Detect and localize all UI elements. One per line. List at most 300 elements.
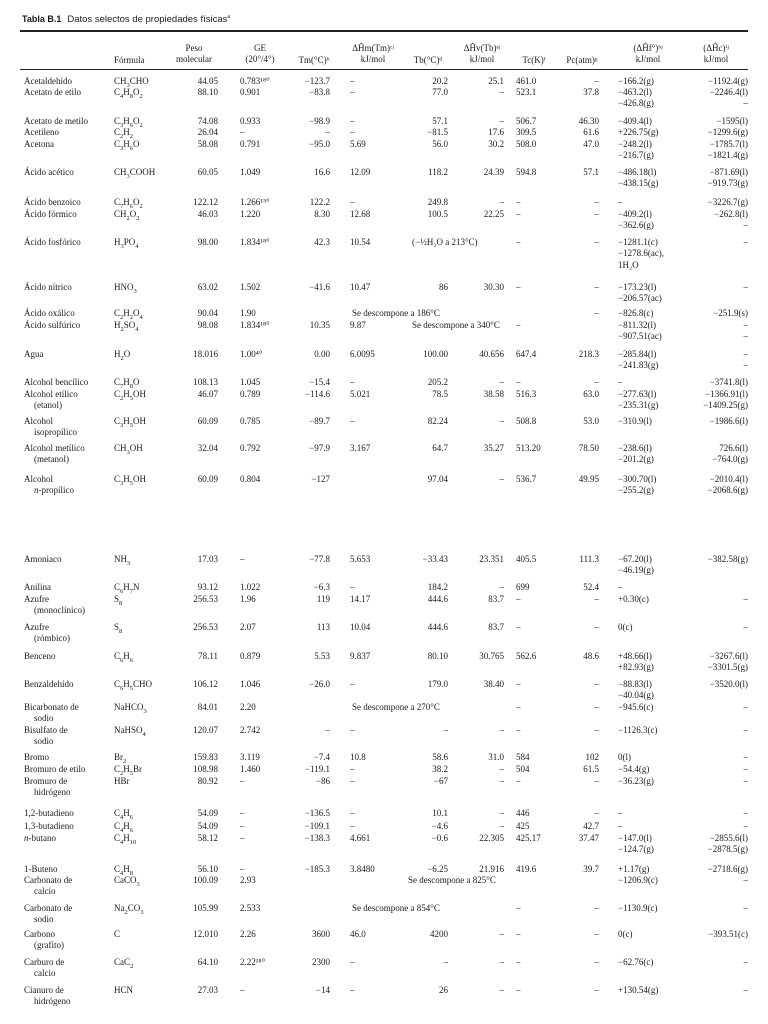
cell-tb: 38.2 <box>432 764 448 774</box>
cell-line: −46.19(g) <box>618 565 654 576</box>
cell-mw: 56.10 <box>197 864 218 874</box>
cell-tb: 58.6 <box>432 752 448 762</box>
cell-tc: – <box>516 282 521 292</box>
cell-tc: 584 <box>516 752 530 762</box>
cell-pc: – <box>594 725 599 735</box>
cell-sg: 2.07 <box>240 622 256 632</box>
cell-hc <box>676 985 748 996</box>
cell-tm: 122.2 <box>309 197 330 207</box>
cell-sg: 3.119 <box>240 752 260 762</box>
cell-line: Ácido oxálico <box>24 308 75 318</box>
cell-line: Ácido fórmico <box>24 209 77 219</box>
cell-line: Acetato de metilo <box>24 116 88 126</box>
cell-line: (grafito) <box>34 940 64 951</box>
cell-mw: 18.016 <box>193 349 218 359</box>
cell-tm: −185.3 <box>304 864 330 874</box>
cell-mw: 32.04 <box>197 443 218 453</box>
cell-hm: 46.0 <box>350 929 366 939</box>
cell-sg: 1.266¹⁵° <box>240 197 270 207</box>
cell-line: −463.2(l) <box>618 87 652 97</box>
cell-pc: 46.30 <box>578 116 599 126</box>
cell-line: Carburo de <box>24 957 65 967</box>
cell-tc: 562.6 <box>516 651 537 661</box>
cell-tb: −6.25 <box>427 864 448 874</box>
cell-line: Ácido nítrico <box>24 282 72 292</box>
cell-line: −3301.5(g) <box>707 662 748 673</box>
cell-formula: CaCO$_3$ <box>114 875 140 888</box>
cell-hc <box>676 594 748 605</box>
header-pc: Pc(atm)ᵍ <box>566 55 598 65</box>
cell-line: −1206.9(c) <box>618 875 658 885</box>
cell-formula: $C_2H_2O_4$ <box>114 308 143 321</box>
cell-line: −811.32(l) <box>618 320 656 330</box>
cell-hc <box>676 87 748 110</box>
cell-line: Benzaldehído <box>24 679 74 689</box>
cell-hc <box>676 197 748 208</box>
cell-hc <box>676 416 748 427</box>
cell-line: −201.2(g) <box>618 454 654 465</box>
cell-hc <box>676 808 748 819</box>
cell-pc: 57.1 <box>583 167 599 177</box>
cell-line: −3741.8(l) <box>709 377 748 387</box>
cell-compound <box>24 864 110 875</box>
cell-line: Bicarbonato de <box>24 702 79 712</box>
cell-line: −67.20(l) <box>618 554 652 564</box>
cell-hc <box>676 764 748 775</box>
cell-pc: – <box>594 929 599 939</box>
cell-hm: – <box>350 808 355 818</box>
cell-hm: – <box>350 87 355 97</box>
cell-hc <box>676 474 748 497</box>
cell-line: – <box>743 220 748 231</box>
cell-line: – <box>618 821 623 831</box>
cell-hc <box>676 377 748 388</box>
cell-hc <box>676 821 748 832</box>
cell-tb: 205.2 <box>427 377 448 387</box>
cell-line: −238.6(l) <box>618 443 652 453</box>
cell-tm: −41.6 <box>309 282 330 292</box>
header-formula: Fórmula <box>114 55 145 65</box>
cell-tm: −138.3 <box>304 833 330 843</box>
cell-hv: – <box>499 116 504 126</box>
cell-hm: – <box>350 764 355 774</box>
cell-tb: 4200 <box>430 929 448 939</box>
cell-hm: – <box>350 416 355 426</box>
cell-formula: $S_8$ <box>114 622 123 635</box>
cell-sg: 1.045 <box>240 377 261 387</box>
header-peso: Peso molecular <box>176 43 212 64</box>
table-title: Datos selectos de propiedades físicas <box>67 14 228 25</box>
cell-line: 1H₂O <box>618 259 639 270</box>
cell-hm: 3.167 <box>350 443 371 453</box>
cell-hc <box>676 237 748 248</box>
header-hv: ΔĤv(Tb)ᵉʲ kJ/mol <box>463 43 501 64</box>
cell-hc <box>676 651 748 674</box>
cell-tc: 647.4 <box>516 349 537 359</box>
cell-tb: 77.0 <box>432 87 448 97</box>
cell-hc <box>676 139 748 162</box>
cell-sg: 2.22¹⁸° <box>240 957 266 967</box>
cell-hm: 6.0095 <box>350 349 375 359</box>
cell-tm: 0.00 <box>314 349 330 359</box>
cell-compound <box>24 985 110 1008</box>
cell-tm: −114.6 <box>305 389 330 399</box>
cell-hm: – <box>350 776 355 786</box>
cell-tm: −123.7 <box>304 76 330 86</box>
cell-hm: – <box>350 377 355 387</box>
cell-mw: 26.04 <box>197 127 218 137</box>
cell-tm: −109.1 <box>304 821 330 831</box>
cell-hc <box>676 443 748 466</box>
cell-hv: – <box>499 929 504 939</box>
cell-hv: – <box>499 808 504 818</box>
cell-hv: 24.39 <box>483 167 504 177</box>
cell-tc: – <box>516 929 521 939</box>
cell-tc: – <box>516 725 521 735</box>
cell-line: Bromo <box>24 752 50 762</box>
cell-hc <box>676 929 748 940</box>
cell-mw: 120.07 <box>193 725 218 735</box>
cell-tc: – <box>516 594 521 604</box>
cell-sg: 0.785 <box>240 416 261 426</box>
cell-line: −409.2(l) <box>618 209 652 219</box>
cell-sg: – <box>240 833 245 843</box>
cell-hm: 10.04 <box>350 622 371 632</box>
cell-tb: 249.8 <box>427 197 448 207</box>
cell-compound <box>24 237 110 248</box>
cell-hm: – <box>350 985 355 995</box>
cell-tm: −15.4 <box>309 377 330 387</box>
cell-compound <box>24 209 110 220</box>
cell-compound <box>24 702 110 725</box>
cell-line: −1126.3(c) <box>618 725 658 735</box>
cell-tb: 82.24 <box>427 416 448 426</box>
cell-line: −382.58(g) <box>707 554 748 564</box>
cell-pc: – <box>594 209 599 219</box>
cell-hm: 5.021 <box>350 389 371 399</box>
cell-pc: 52.4 <box>583 582 599 592</box>
cell-line: – <box>743 776 748 786</box>
cell-line: −3226.7(g) <box>707 197 748 207</box>
cell-formula: $C_2H_5Br$ <box>114 764 143 777</box>
cell-hc <box>676 776 748 787</box>
decomposition-note: Se descompone a 270°C <box>352 702 440 712</box>
cell-pc: 48.6 <box>583 651 599 661</box>
cell-formula: C <box>114 929 121 939</box>
cell-hc <box>676 554 748 565</box>
cell-hm: 12.68 <box>350 209 371 219</box>
cell-pc: – <box>594 776 599 786</box>
cell-compound <box>24 679 110 690</box>
cell-formula: $C_7H_8O$ <box>114 377 140 390</box>
cell-line: −871.69(l) <box>709 167 748 177</box>
cell-line: −166.2(g) <box>618 76 654 86</box>
cell-tc: – <box>516 320 521 330</box>
cell-line: −1281.1(c) <box>618 237 658 247</box>
cell-formula: $C_2H_2$ <box>114 127 134 140</box>
cell-line: −486.18(l) <box>618 167 657 177</box>
cell-hm: – <box>350 725 355 735</box>
cell-line: – <box>743 622 748 632</box>
cell-line: – <box>743 594 748 604</box>
cell-tb: 80.10 <box>427 651 448 661</box>
cell-tc: 513.20 <box>516 443 541 453</box>
cell-compound <box>24 167 110 178</box>
cell-tc: 699 <box>516 582 530 592</box>
cell-tc: – <box>516 702 521 712</box>
cell-mw: 98.08 <box>197 320 218 330</box>
cell-tb: −0.6 <box>431 833 448 843</box>
cell-line: −310.9(l) <box>618 416 652 426</box>
table-caption <box>22 14 230 25</box>
cell-tb: 444.6 <box>427 622 448 632</box>
cell-hc <box>676 76 748 87</box>
cell-formula: $S_8$ <box>114 594 123 607</box>
cell-line: Cianuro de <box>24 985 64 995</box>
cell-hc <box>676 308 748 319</box>
cell-sg: 0.783¹⁸° <box>240 76 270 86</box>
cell-sg: 0.879 <box>240 651 261 661</box>
cell-mw: 60.05 <box>197 167 218 177</box>
cell-mw: 159.83 <box>193 752 218 762</box>
cell-mw: 46.03 <box>197 209 218 219</box>
cell-mw: 90.04 <box>197 308 218 318</box>
cell-line: −241.83(g) <box>618 360 659 371</box>
cell-compound <box>24 594 110 617</box>
cell-pc: 53.0 <box>583 416 599 426</box>
cell-tc: 523.1 <box>516 87 537 97</box>
cell-compound <box>24 116 110 127</box>
cell-formula: $C_4H_{10}$ <box>114 833 137 846</box>
cell-mw: 256.53 <box>193 622 218 632</box>
cell-line: Acetileno <box>24 127 59 137</box>
cell-line: −54.4(g) <box>618 764 650 774</box>
cell-hm: 10.54 <box>350 237 371 247</box>
cell-formula: $C_7H_6O_2$ <box>114 197 143 210</box>
cell-line: – <box>743 985 748 995</box>
cell-line: +82.93(g) <box>618 662 654 673</box>
cell-line: −393.51(c) <box>708 929 748 939</box>
cell-tm: −98.9 <box>309 116 330 126</box>
cell-hc <box>676 752 748 763</box>
cell-hm: 10.8 <box>350 752 366 762</box>
cell-sg: 2.742 <box>240 725 261 735</box>
cell-tm: −89.7 <box>309 416 330 426</box>
cell-hm: – <box>350 957 355 967</box>
cell-line: isopropílico <box>34 427 77 438</box>
table-label: Tabla B.1 <box>22 14 62 24</box>
cell-line: (monoclínico) <box>34 605 85 616</box>
cell-line: sodio <box>34 914 54 925</box>
cell-hv: 22.25 <box>483 209 504 219</box>
cell-line: 1,3-butadieno <box>24 821 74 831</box>
cell-sg: 1.834¹⁸° <box>240 320 270 330</box>
cell-line: – <box>743 957 748 967</box>
cell-hv: 40.656 <box>479 349 504 359</box>
cell-mw: 74.08 <box>197 116 218 126</box>
cell-tc: 425 <box>516 821 530 831</box>
cell-sg: 1.90 <box>240 308 256 318</box>
cell-line: −262.8(l) <box>714 209 748 219</box>
cell-compound <box>24 320 110 331</box>
cell-hm: 9.837 <box>350 651 371 661</box>
cell-mw: 58.08 <box>197 139 218 149</box>
cell-hm: 9.87 <box>350 320 366 330</box>
cell-sg: 2.20 <box>240 702 256 712</box>
cell-tc: – <box>516 903 521 913</box>
cell-hm: – <box>350 116 355 126</box>
cell-line: Acetaldehído <box>24 76 72 86</box>
cell-tb: −4.6 <box>431 821 448 831</box>
cell-line: n-propílico <box>34 485 74 496</box>
cell-line: n-butano <box>24 833 56 843</box>
cell-line: – <box>618 582 623 592</box>
cell-tc: 506.7 <box>516 116 537 126</box>
cell-tc: – <box>516 197 521 207</box>
cell-hm: 14.17 <box>350 594 371 604</box>
cell-hc <box>676 116 748 127</box>
cell-hc <box>676 864 748 875</box>
cell-pc: 49.95 <box>578 474 599 484</box>
cell-line: – <box>743 725 748 735</box>
cell-line: (rómbico) <box>34 633 70 644</box>
cell-sg: – <box>240 864 245 874</box>
cell-compound <box>24 554 110 565</box>
cell-tc: 508.0 <box>516 139 537 149</box>
cell-tc: – <box>516 377 521 387</box>
cell-formula: CaC$_2$ <box>114 957 134 970</box>
cell-pc: – <box>594 377 599 387</box>
cell-line: −1595(l) <box>716 116 748 126</box>
cell-mw: 256.53 <box>193 594 218 604</box>
cell-hv: – <box>499 764 504 774</box>
cell-tm: 3600 <box>312 929 330 939</box>
cell-compound <box>24 833 110 844</box>
top-rule <box>20 30 748 32</box>
cell-line: – <box>743 98 748 109</box>
cell-line: −2718.6(g) <box>707 864 748 874</box>
cell-line: – <box>743 702 748 712</box>
cell-line: −826.8(c) <box>618 308 654 318</box>
decomposition-note: Se descompone a 825°C <box>408 875 496 885</box>
cell-line: −2246.4(l) <box>709 87 748 97</box>
cell-formula: $C_4H_8$ <box>114 864 134 877</box>
cell-tc: – <box>516 776 521 786</box>
header-tc: Tc(K)ᶠ <box>522 55 546 65</box>
cell-mw: 63.02 <box>197 282 218 292</box>
cell-line: −235.31(g) <box>618 400 659 411</box>
cell-hc <box>676 833 748 856</box>
cell-hv: 22.305 <box>479 833 504 843</box>
cell-hv: – <box>499 776 504 786</box>
cell-tm: 113 <box>316 622 330 632</box>
cell-hv: – <box>499 377 504 387</box>
cell-line: −147.0(l) <box>618 833 652 843</box>
cell-tm: −95.0 <box>309 139 330 149</box>
cell-line: −40.04(g) <box>618 690 654 701</box>
cell-compound <box>24 725 110 748</box>
cell-hc <box>676 702 748 713</box>
cell-compound <box>24 821 110 832</box>
cell-compound <box>24 308 110 319</box>
cell-line: 0(c) <box>618 929 633 939</box>
cell-line: −1192.4(g) <box>708 76 748 86</box>
cell-compound <box>24 443 110 466</box>
cell-line: – <box>743 349 748 359</box>
cell-pc: – <box>594 957 599 967</box>
cell-sg: 1.022 <box>240 582 261 592</box>
cell-line: −438.15(g) <box>618 178 659 189</box>
cell-line: −62.76(c) <box>618 957 654 967</box>
cell-mw: 60.09 <box>197 416 218 426</box>
cell-line: −409.4(l) <box>618 116 652 126</box>
cell-line: −285.84(l) <box>618 349 657 359</box>
cell-tm: −26.0 <box>309 679 330 689</box>
cell-pc: 63.0 <box>583 389 599 399</box>
cell-line: sodio <box>34 736 54 747</box>
cell-line: −1821.4(g) <box>707 150 748 161</box>
cell-hv: – <box>499 582 504 592</box>
cell-pc: – <box>594 702 599 712</box>
cell-line: Carbonato de <box>24 903 73 913</box>
cell-hm: – <box>350 197 355 207</box>
cell-line: −248.2(l) <box>618 139 652 149</box>
cell-line: sodio <box>34 713 54 724</box>
cell-sg: – <box>240 808 245 818</box>
cell-compound <box>24 139 110 150</box>
cell-tb: 118.2 <box>428 167 448 177</box>
cell-line: −2010.4(l) <box>709 474 748 484</box>
cell-pc: 47.0 <box>583 139 599 149</box>
cell-hv: 30.2 <box>488 139 504 149</box>
cell-line: Azufre <box>24 594 49 604</box>
cell-compound <box>24 377 110 388</box>
cell-compound <box>24 127 110 138</box>
cell-mw: 17.03 <box>197 554 218 564</box>
cell-hc <box>676 349 748 372</box>
cell-line: Ácido fosfórico <box>24 237 81 247</box>
cell-hc <box>676 622 748 633</box>
cell-tc: – <box>516 209 521 219</box>
cell-tb: – <box>443 957 448 967</box>
cell-mw: 100.09 <box>193 875 218 885</box>
cell-tm: −97.9 <box>309 443 330 453</box>
cell-line: Ácido benzoico <box>24 197 81 207</box>
header-ge: GE (20°/4°) <box>245 43 275 64</box>
cell-compound <box>24 875 110 898</box>
cell-hc <box>676 167 748 190</box>
cell-compound <box>24 776 110 799</box>
cell-hv: 38.58 <box>483 389 504 399</box>
cell-sg: – <box>240 554 245 564</box>
cell-line: Carbono <box>24 929 55 939</box>
cell-hc <box>676 679 748 690</box>
cell-pc: – <box>594 903 599 913</box>
cell-tm: – <box>325 127 330 137</box>
cell-line: −1299.6(g) <box>707 127 748 137</box>
cell-formula: $C_6H_6$ <box>114 651 134 664</box>
cell-hv: 83.7 <box>488 594 504 604</box>
cell-line: (etanol) <box>34 400 62 411</box>
cell-compound <box>24 957 110 980</box>
cell-mw: 88.10 <box>197 87 218 97</box>
cell-line: (metanol) <box>34 454 69 465</box>
cell-formula: $C_3H_6O_2$ <box>114 116 143 129</box>
cell-line: – <box>618 808 623 818</box>
cell-line: −362.6(g) <box>618 220 654 231</box>
cell-pc: 218.3 <box>578 349 599 359</box>
cell-hm: 4.661 <box>350 833 371 843</box>
